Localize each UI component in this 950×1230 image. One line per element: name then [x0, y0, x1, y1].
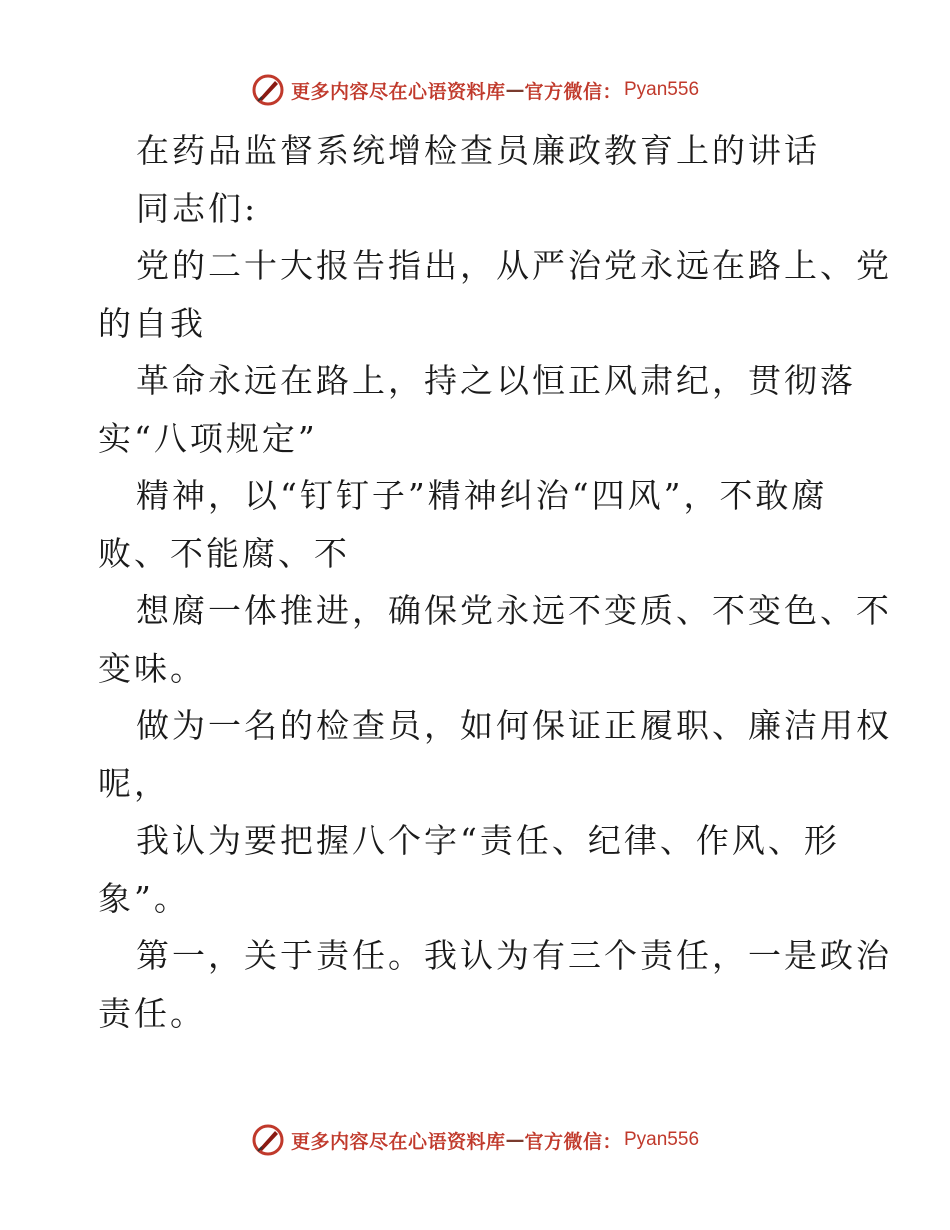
text-line: 革命永远在路上，持之以恒正风肃纪，贯彻落: [136, 361, 856, 400]
text-line: 象”。: [98, 878, 190, 918]
watermark-suffix: 官方微信：: [524, 80, 622, 103]
watermark-text: 更多内容尽在心语资料库: [290, 80, 506, 103]
text-line: 呢，: [98, 763, 170, 803]
text-line: 的自我: [98, 303, 206, 343]
text-line: 同志们:: [136, 188, 259, 228]
watermark-suffix: 官方微信：: [524, 1130, 622, 1153]
footer-watermark: [0, 1120, 950, 1160]
text-line: 在药品监督系统增检查员廉政教育上的讲话: [136, 131, 820, 170]
text-line: 败、不能腐、不: [98, 533, 350, 573]
watermark-text: 更多内容尽在心语资料库: [290, 1130, 506, 1153]
quill-logo-icon: [251, 1123, 285, 1157]
text-line: 责任。: [98, 993, 206, 1033]
document-body: [98, 122, 892, 1042]
quill-logo-icon: [251, 73, 285, 107]
text-line: 想腐一体推进，确保党永远不变质、不变色、不: [136, 591, 892, 630]
watermark-separator: —: [505, 79, 525, 101]
watermark-id: Pyan556: [624, 79, 700, 100]
text-line: 实“八项规定”: [98, 418, 318, 458]
text-line: 我认为要把握八个字“责任、纪律、作风、形: [136, 821, 840, 860]
watermark-separator: —: [505, 1129, 525, 1151]
text-line: 精神，以“钉钉子”精神纠治“四风”，不敢腐: [136, 476, 828, 515]
watermark-id: Pyan556: [624, 1129, 700, 1150]
header-watermark: [0, 70, 950, 110]
text-line: 变味。: [98, 648, 206, 688]
text-line: 第一，关于责任。我认为有三个责任，一是政治: [136, 936, 892, 975]
text-line: 做为一名的检查员，如何保证正履职、廉洁用权: [136, 706, 892, 745]
text-line: 党的二十大报告指出，从严治党永远在路上、党: [136, 246, 892, 285]
